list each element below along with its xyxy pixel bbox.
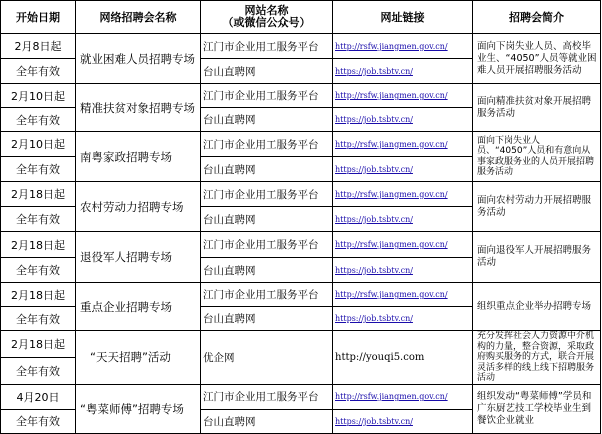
url-cell [333,108,473,132]
url-cell [333,182,473,207]
url-cell [333,34,473,59]
start-date-cell: 2月10日起 [1,132,76,157]
period-cell: 全年有效 [1,157,76,182]
url-cell [333,157,473,182]
table-row [1,384,601,409]
header-site-name-line1: 网站名称 [244,4,289,17]
header-site-name-line2: （或微信公众号） [222,16,311,29]
period-cell: 全年有效 [1,357,76,384]
header-site-name [201,1,333,34]
intro-cell: 组织发动“粤菜师傅”学员和广东厨艺技工学校毕业生到餐饮企业就业 [473,384,601,433]
fair-name-cell: 精准扶贫对象招聘专场 [76,84,201,132]
start-date-cell: 2月8日起 [1,34,76,59]
intro-cell: 充分发挥社会人力资源中介机构的力量，整合资源，采取政府购买服务的方式，联合开展灵活多样的线上线下招聘服务活动 [473,331,601,385]
site-name-cell: 优企网 [201,331,333,385]
url-link[interactable]: http://rsfw.jiangmen.gov.cn/ [335,91,448,100]
site-name-cell: 台山直聘网 [201,59,333,84]
url-link[interactable]: http://rsfw.jiangmen.gov.cn/ [335,290,448,299]
table-row [1,182,601,207]
fair-name-cell: “粤菜师傅”招聘专场 [76,384,201,433]
url-link[interactable]: http://rsfw.jiangmen.gov.cn/ [335,240,448,249]
site-name-cell: 台山直聘网 [201,207,333,232]
site-name-cell: 台山直聘网 [201,409,333,433]
site-name-cell: 江门市企业用工服务平台 [201,182,333,207]
fair-name-cell: 农村劳动力招聘专场 [76,182,201,232]
period-cell: 全年有效 [1,307,76,331]
url-link[interactable]: http://youqi5.com [335,351,425,363]
url-cell [333,409,473,433]
site-name-cell: 江门市企业用工服务平台 [201,384,333,409]
period-cell: 全年有效 [1,409,76,433]
intro-cell: 面向精准扶贫对象开展招聘服务活动 [473,84,601,132]
site-name-cell: 江门市企业用工服务平台 [201,34,333,59]
period-cell: 全年有效 [1,258,76,283]
url-cell [333,307,473,331]
url-link[interactable]: https://job.tsbtv.cn/ [335,314,413,323]
url-link[interactable]: https://job.tsbtv.cn/ [335,115,413,124]
start-date-cell: 2月18日起 [1,283,76,307]
fair-name-cell: 重点企业招聘专场 [76,283,201,331]
start-date-cell: 2月18日起 [1,182,76,207]
intro-cell: 面向下岗失业人员、高校毕业生、“4050”人员等就业困难人员开展招聘服务活动 [473,34,601,84]
table-row [1,232,601,258]
url-link[interactable]: https://job.tsbtv.cn/ [335,214,413,224]
url-link[interactable]: https://job.tsbtv.cn/ [335,265,413,275]
fair-name-cell: “天天招聘”活动 [76,331,201,385]
site-name-cell: 台山直聘网 [201,258,333,283]
start-date-cell: 2月18日起 [1,232,76,258]
url-link[interactable]: https://job.tsbtv.cn/ [335,66,413,76]
site-name-cell: 江门市企业用工服务平台 [201,232,333,258]
url-link[interactable]: https://job.tsbtv.cn/ [335,416,413,426]
site-name-cell: 江门市企业用工服务平台 [201,283,333,307]
fair-name-cell: 退役军人招聘专场 [76,232,201,283]
url-link[interactable]: http://rsfw.jiangmen.gov.cn/ [335,41,448,51]
url-cell [333,207,473,232]
url-cell [333,331,473,385]
table-row [1,34,601,59]
url-cell [333,384,473,409]
header-start-date: 开始日期 [1,1,76,34]
table-row [1,331,601,358]
period-cell: 全年有效 [1,207,76,232]
url-cell [333,84,473,108]
url-link[interactable]: http://rsfw.jiangmen.gov.cn/ [335,189,448,199]
header-row [1,1,601,34]
header-intro: 招聘会简介 [473,1,601,34]
site-name-cell: 江门市企业用工服务平台 [201,132,333,157]
header-url: 网址链接 [333,1,473,34]
url-link[interactable]: https://job.tsbtv.cn/ [335,164,413,174]
start-date-cell: 2月10日起 [1,84,76,108]
fair-name-cell: 南粤家政招聘专场 [76,132,201,182]
intro-cell: 面向退役军人开展招聘服务活动 [473,232,601,283]
site-name-cell: 江门市企业用工服务平台 [201,84,333,108]
period-cell: 全年有效 [1,108,76,132]
start-date-cell: 2月18日起 [1,331,76,358]
site-name-cell: 台山直聘网 [201,157,333,182]
url-cell [333,258,473,283]
url-cell [333,283,473,307]
header-fair-name: 网络招聘会名称 [76,1,201,34]
intro-cell: 组织重点企业举办招聘专场 [473,283,601,331]
url-link[interactable]: http://rsfw.jiangmen.gov.cn/ [335,392,448,401]
period-cell: 全年有效 [1,59,76,84]
url-link[interactable]: http://rsfw.jiangmen.gov.cn/ [335,139,448,149]
table-row [1,84,601,108]
intro-cell: 面向下岗失业人员、“4050”人员和有意向从事家政服务业的人员开展招聘服务活动 [473,132,601,182]
url-cell [333,59,473,84]
table-row [1,283,601,307]
url-cell [333,132,473,157]
table-row [1,132,601,157]
intro-cell: 面向农村劳动力开展招聘服务活动 [473,182,601,232]
site-name-cell: 台山直聘网 [201,108,333,132]
start-date-cell: 4月20日 [1,384,76,409]
site-name-cell: 台山直聘网 [201,307,333,331]
fair-name-cell: 就业困难人员招聘专场 [76,34,201,84]
url-cell [333,232,473,258]
